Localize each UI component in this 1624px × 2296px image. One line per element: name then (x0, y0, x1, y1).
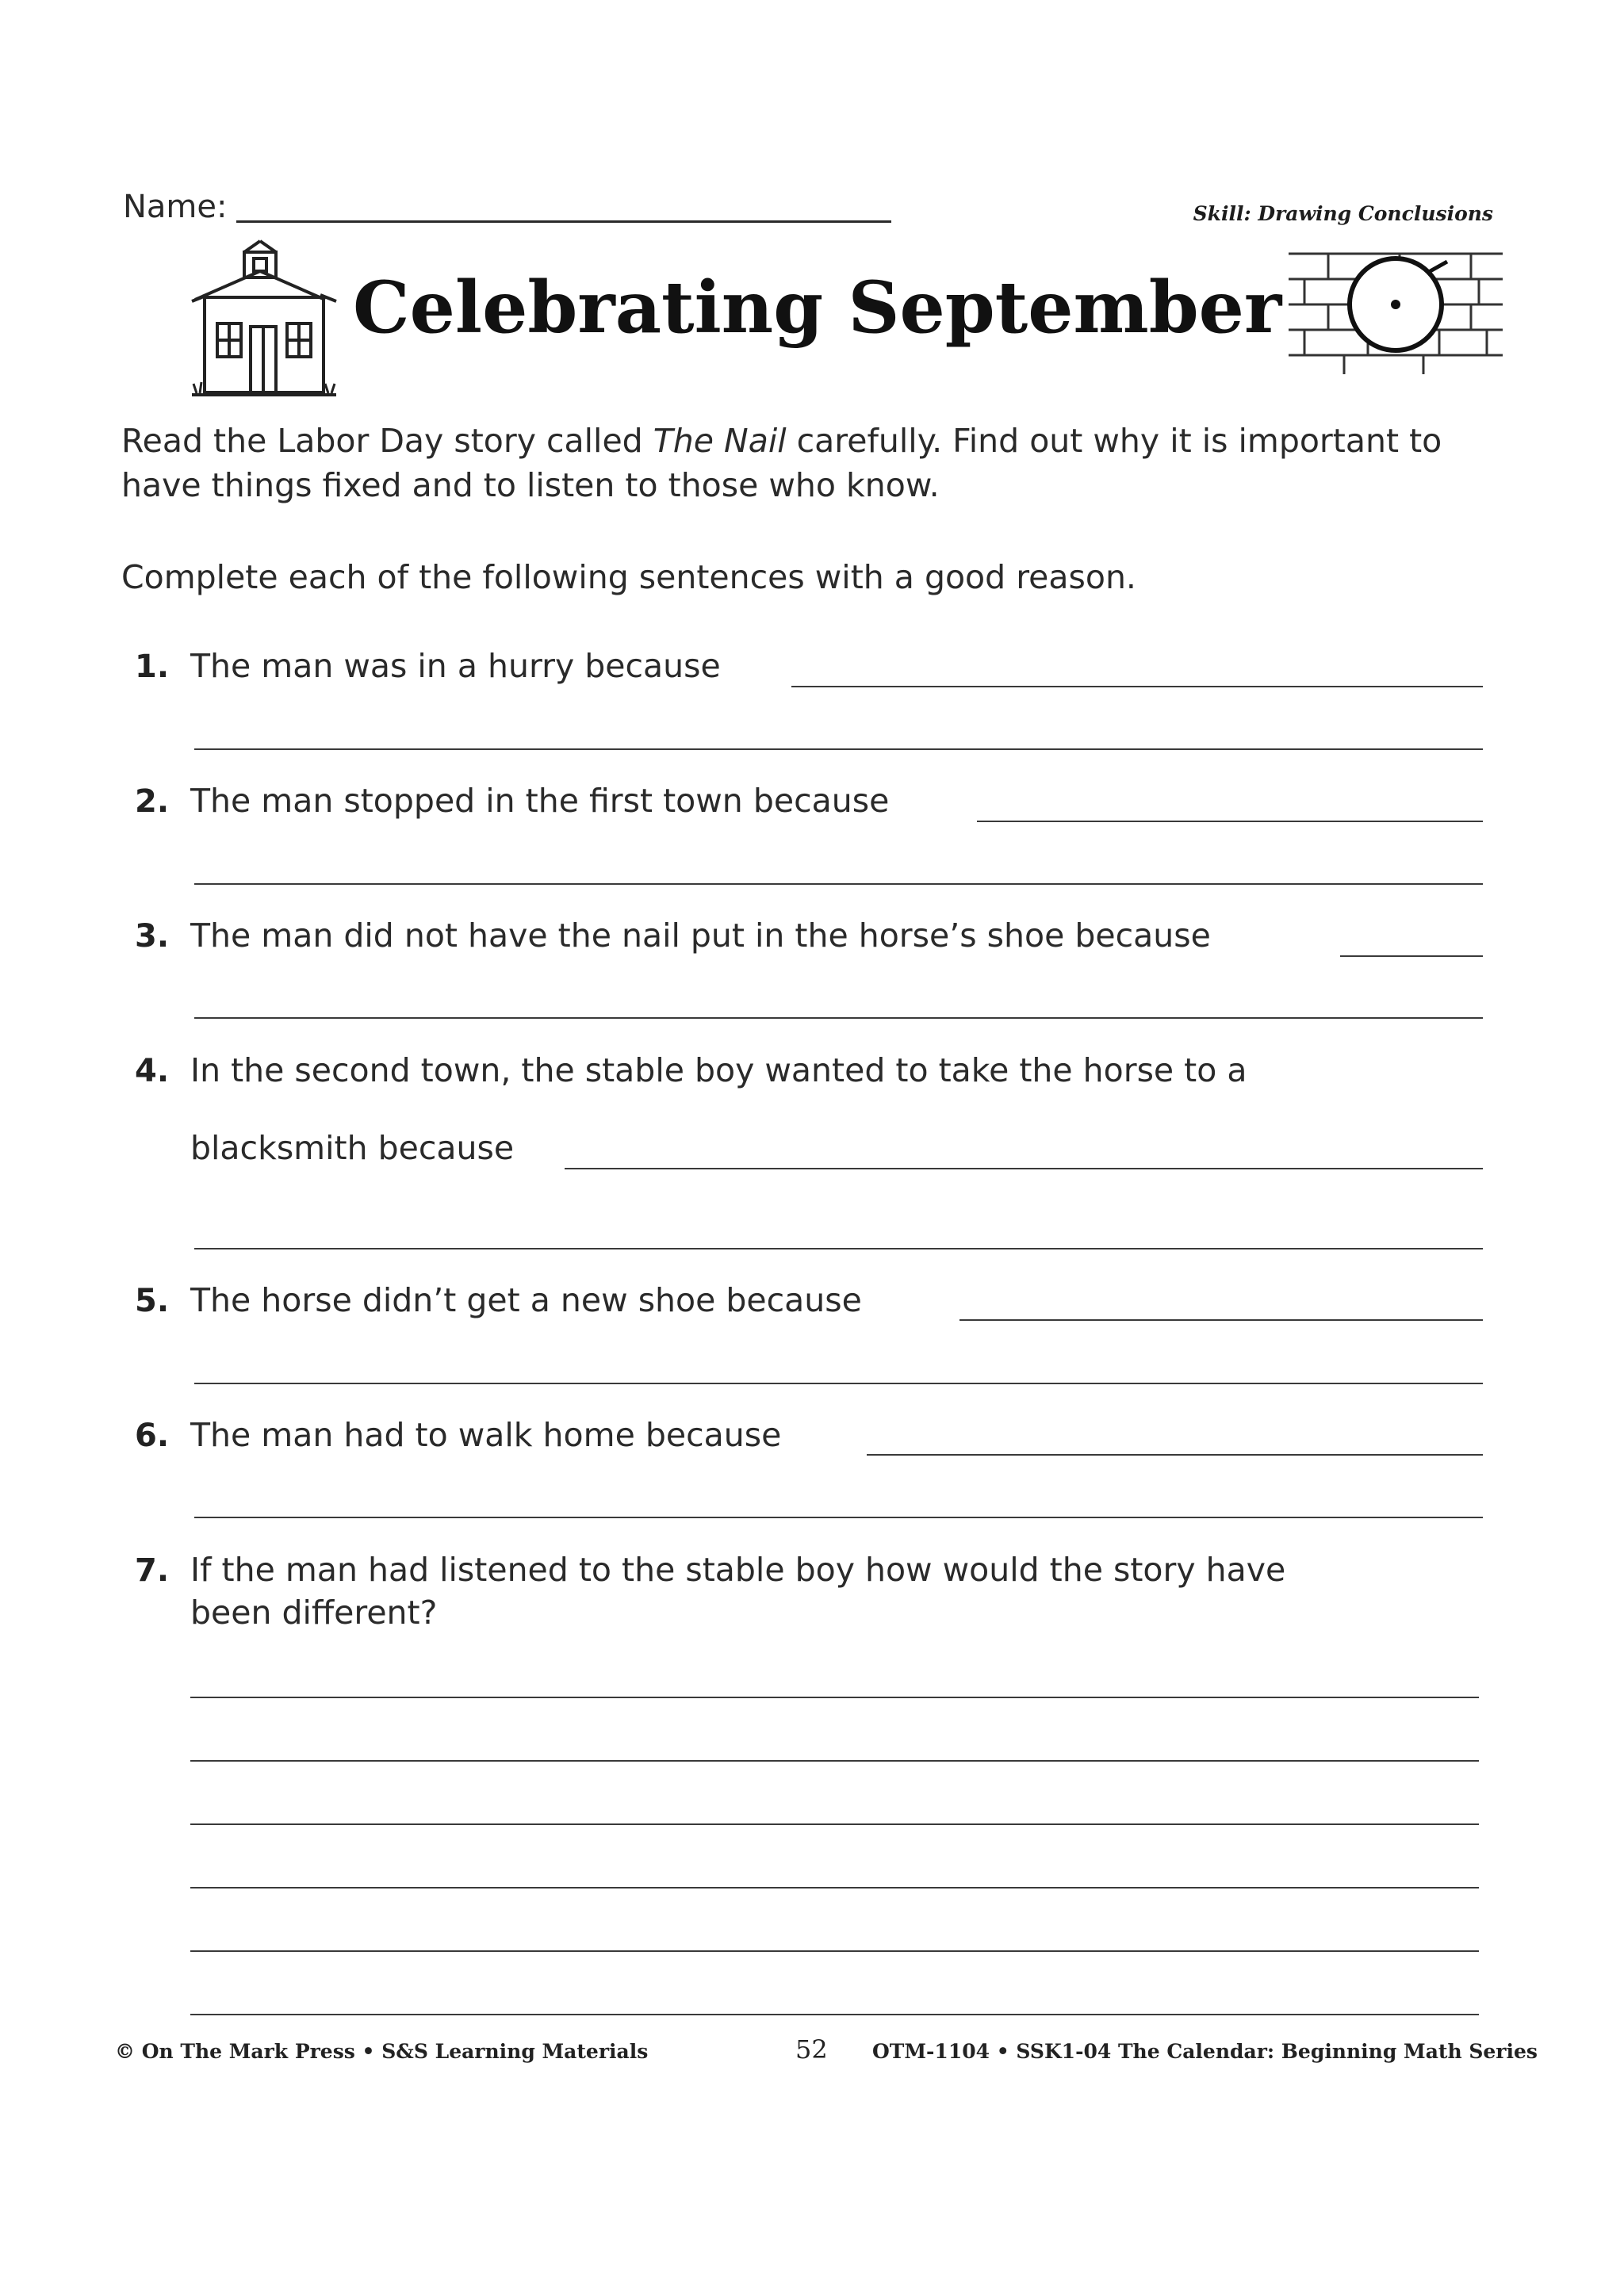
school-bell-icon (1281, 238, 1511, 381)
answer-4-line-a[interactable] (565, 1168, 1483, 1169)
answer-7-line-5[interactable] (190, 1950, 1479, 1952)
question-7-number: 7. (135, 1552, 170, 1589)
answer-5-line-b[interactable] (194, 1383, 1483, 1384)
answer-1-line-b[interactable] (194, 748, 1483, 750)
answer-2-line-b[interactable] (194, 883, 1483, 885)
instructions: Complete each of the following sentences with a good reason. (121, 558, 1136, 596)
question-1-text: The man was in a hurry because (190, 647, 721, 685)
answer-3-line-b[interactable] (194, 1017, 1483, 1019)
answer-7-line-4[interactable] (190, 1887, 1479, 1888)
answer-4-line-b[interactable] (194, 1248, 1483, 1249)
skill-value: Drawing Conclusions (1258, 202, 1493, 225)
intro-text-2: carefully. Find out why it is important to have things fixed and to listen to those who know. (121, 422, 1442, 504)
question-1-number: 1. (135, 649, 170, 685)
page-title: Celebrating September (353, 266, 1282, 350)
answer-1-line-a[interactable] (791, 686, 1483, 687)
question-4-text-line2: blacksmith because (190, 1129, 515, 1167)
question-5-text: The horse didn’t get a new shoe because (190, 1281, 862, 1319)
answer-6-line-a[interactable] (867, 1454, 1483, 1456)
name-field-line[interactable] (236, 220, 891, 223)
schoolhouse-icon (189, 238, 339, 404)
skill-caption (1193, 202, 1493, 225)
answer-7-line-3[interactable] (190, 1823, 1479, 1825)
question-4-number: 4. (135, 1053, 170, 1089)
question-7-text-line2: been different? (190, 1594, 438, 1632)
question-3-text: The man did not have the nail put in the horse’s shoe because (190, 916, 1211, 955)
skill-label: Skill: (1193, 202, 1251, 225)
footer-copyright: © On The Mark Press • S&S Learning Materials (115, 2040, 649, 2063)
question-6-text: The man had to walk home because (190, 1416, 782, 1454)
question-5-number: 5. (135, 1283, 170, 1319)
intro-paragraph (121, 419, 1509, 507)
answer-5-line-a[interactable] (959, 1319, 1483, 1321)
answer-2-line-a[interactable] (977, 821, 1483, 822)
answer-7-line-1[interactable] (190, 1697, 1479, 1698)
answer-3-line-a[interactable] (1340, 955, 1483, 957)
answer-7-line-2[interactable] (190, 1760, 1479, 1762)
answer-7-line-6[interactable] (190, 2014, 1479, 2015)
question-3-number: 3. (135, 918, 170, 955)
page-number: 52 (795, 2034, 828, 2064)
question-2-number: 2. (135, 783, 170, 820)
answer-6-line-b[interactable] (194, 1517, 1483, 1518)
intro-text-1: Read the Labor Day story called (121, 422, 653, 460)
question-7-text-line1: If the man had listened to the stable boy how would the story have (190, 1551, 1286, 1589)
question-4-text-line1: In the second town, the stable boy wanted to take the horse to a (190, 1051, 1247, 1089)
name-label: Name: (123, 189, 228, 225)
story-title: The Nail (653, 422, 787, 460)
question-2-text: The man stopped in the first town because (190, 782, 890, 820)
question-6-number: 6. (135, 1418, 170, 1454)
footer-series: OTM-1104 • SSK1-04 The Calendar: Beginning Math Series (872, 2040, 1538, 2063)
